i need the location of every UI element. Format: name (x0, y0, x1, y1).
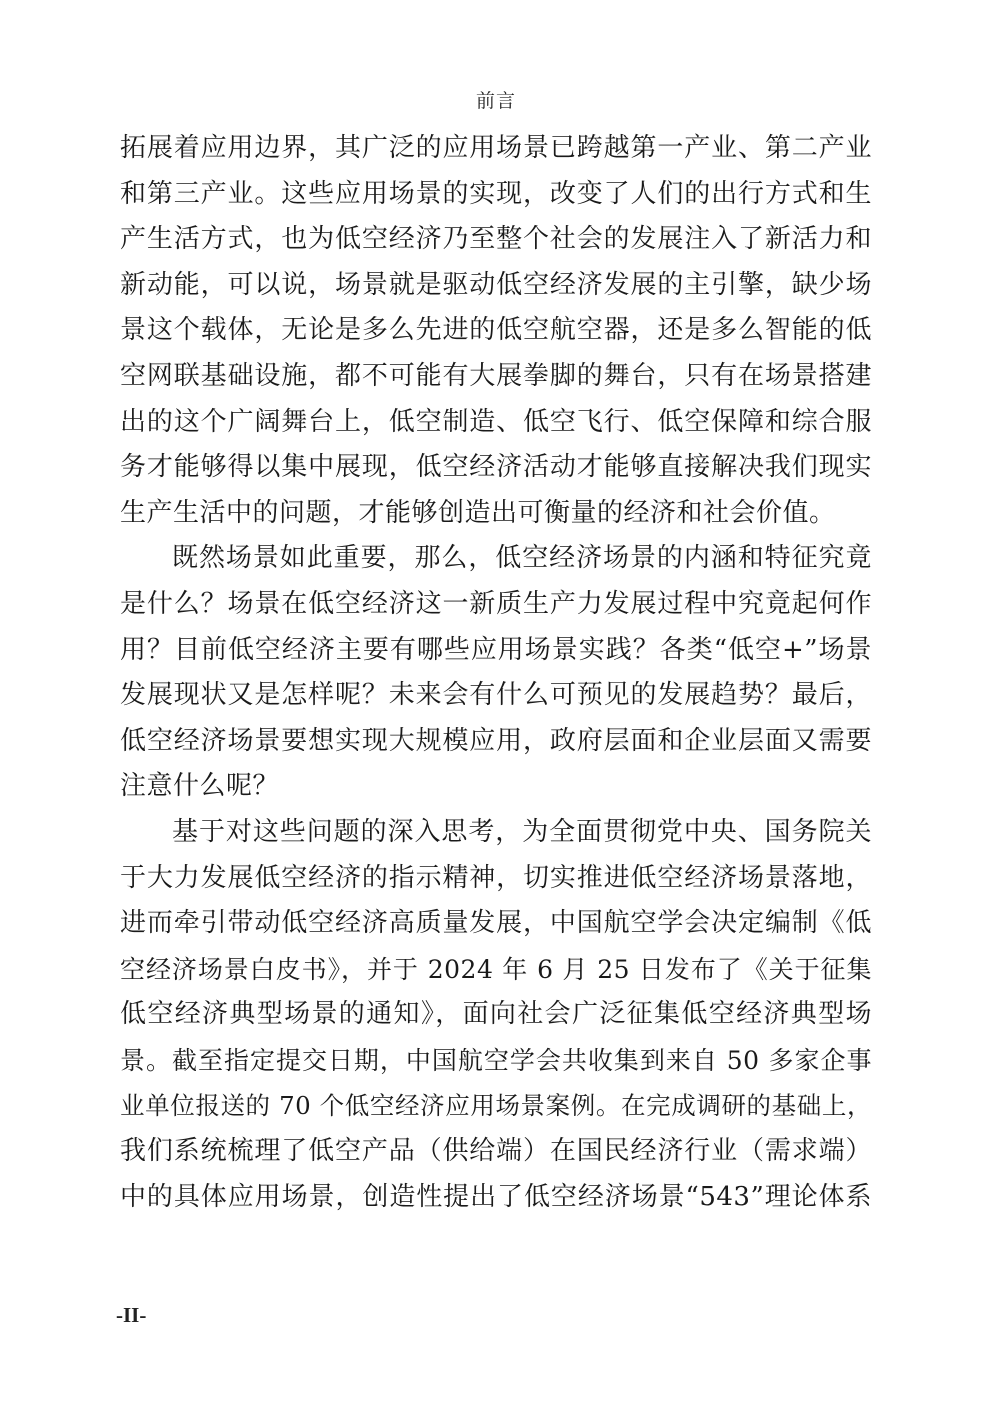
text-line: 中的具体应用场景，创造性提出了低空经济场景“543”理论体系 (120, 1181, 872, 1212)
text-line: 低空经济典型场景的通知》，面向社会广泛征集低空经济典型场 (120, 999, 872, 1030)
text-line: 于大力发展低空经济的指示精神，切实推进低空经济场景落地， (120, 862, 872, 893)
text-line: 生产生活中的问题，才能够创造出可衡量的经济和社会价值。 (120, 497, 836, 528)
text-line: 新动能，可以说，场景就是驱动低空经济发展的主引擎，缺少场 (120, 269, 872, 300)
text-line: 用？目前低空经济主要有哪些应用场景实践？各类“低空+”场景 (120, 634, 872, 665)
text-line: 景这个载体，无论是多么先进的低空航空器，还是多么智能的低 (120, 315, 872, 346)
text-line: 空网联基础设施，都不可能有大展拳脚的舞台，只有在场景搭建 (120, 360, 872, 391)
body-text (120, 126, 872, 1220)
text-line: 空经济场景白皮书》，并于 2024 年 6 月 25 日发布了《关于征集 (120, 954, 872, 984)
running-header: 前言 (475, 90, 516, 112)
text-line: 我们系统梳理了低空产品（供给端）在国民经济行业（需求端） (120, 1136, 872, 1167)
text-line: 低空经济场景要想实现大规模应用，政府层面和企业层面又需要 (120, 725, 872, 756)
text-line: 景。截至指定提交日期，中国航空学会共收集到来自 50 多家企事 (120, 1045, 872, 1075)
text-line: 基于对这些问题的深入思考，为全面贯彻党中央、国务院关 (172, 816, 872, 847)
text-line: 产生活方式，也为低空经济乃至整个社会的发展注入了新活力和 (120, 224, 872, 255)
text-line: 是什么？场景在低空经济这一新质生产力发展过程中究竟起何作 (120, 588, 872, 619)
text-line: 和第三产业。这些应用场景的实现，改变了人们的出行方式和生 (120, 178, 872, 209)
text-line: 注意什么呢？ (120, 771, 280, 802)
text-line: 务才能够得以集中展现，低空经济活动才能够直接解决我们现实 (120, 452, 872, 483)
text-line: 既然场景如此重要，那么，低空经济场景的内涵和特征究竟 (172, 543, 872, 574)
text-line: 发展现状又是怎样呢？未来会有什么可预见的发展趋势？最后， (120, 680, 872, 711)
text-line: 拓展着应用边界，其广泛的应用场景已跨越第一产业、第二产业 (120, 133, 872, 163)
text-line: 进而牵引带动低空经济高质量发展，中国航空学会决定编制《低 (120, 908, 872, 939)
text-line: 业单位报送的 70 个低空经济应用场景案例。在完成调研的基础上， (120, 1091, 872, 1121)
text-line: 出的这个广阔舞台上，低空制造、低空飞行、低空保障和综合服 (120, 406, 872, 437)
page-number: -II- (116, 1303, 147, 1327)
